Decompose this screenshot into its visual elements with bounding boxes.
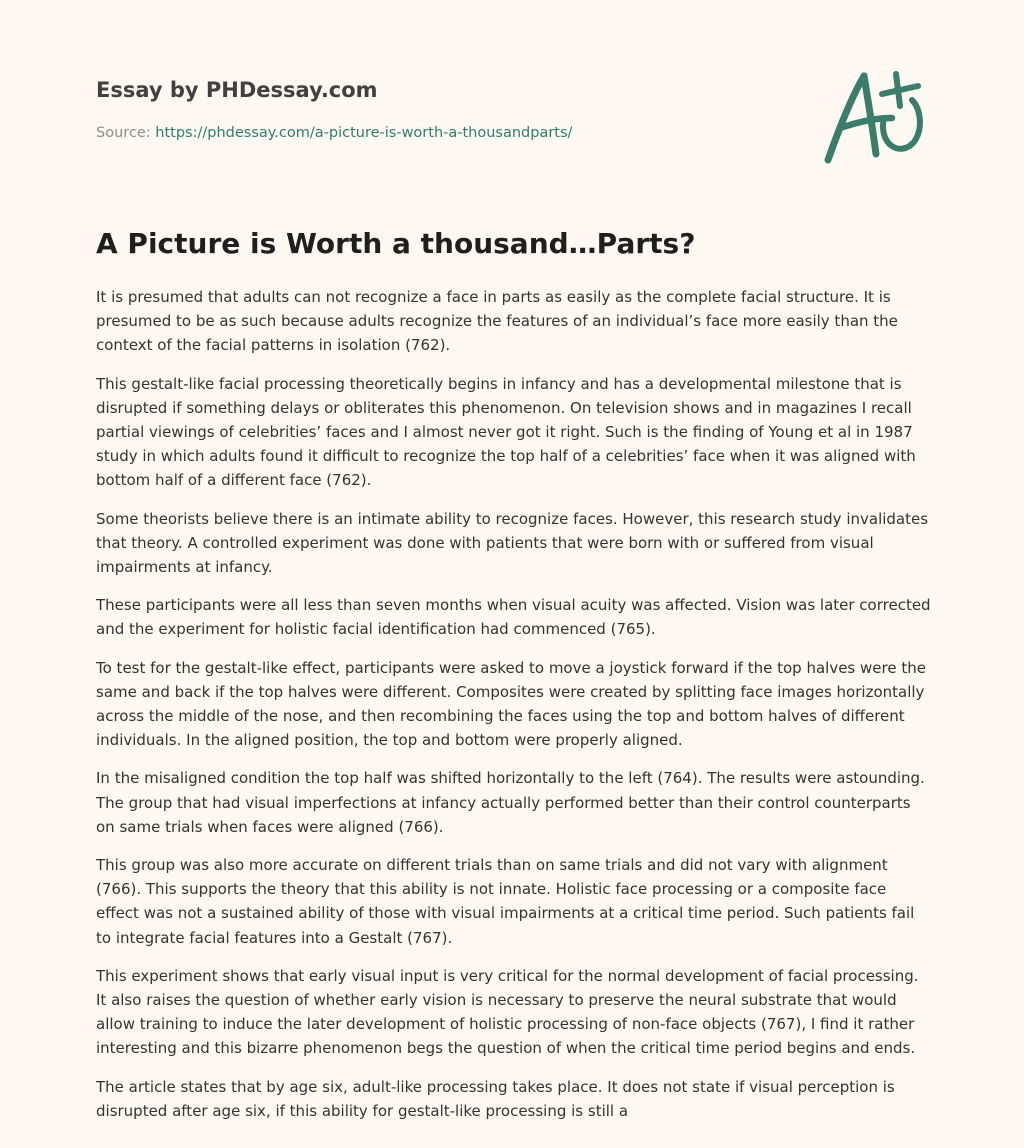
essay-paragraph: The article states that by age six, adult-like processing takes place. It does not state if visual perception is disrupted after age six, if this ability for gestalt-like processing is still a: [96, 1077, 895, 1120]
essay-paragraph: This experiment shows that early visual input is very critical for the normal development of facial processing. It also raises the question of whether early vision is necessary to preserve the neural substrate that would allow training to induce the later development of holistic processing of non-face objects (767), I find it rather interesting and this bizarre phenomenon begs the question of when the critical time period begins and ends.: [96, 966, 919, 1058]
a-plus-logo-icon: [818, 66, 930, 166]
essay-paragraph: These participants were all less than seven months when visual acuity was affected. Vision was later corrected and the experiment for holistic facial identification had commenced (765).: [96, 596, 931, 639]
essay-body: [96, 285, 932, 1137]
essay-paragraph: In the misaligned condition the top half was shifted horizontally to the left (764). The results were astounding. The group that had visual imperfections at infancy actually performed better than their control counterparts on same trials when faces were aligned (766).: [96, 769, 925, 836]
source-line: [96, 123, 572, 143]
essay-paragraph: It is presumed that adults can not recognize a face in parts as easily as the complete facial structure. It is presumed to be as such because adults recognize the features of an individual’s face more easily than the context of the facial patterns in isolation (762).: [96, 288, 898, 355]
essay-title: A Picture is Worth a thousand…Parts?: [96, 227, 696, 260]
essay-paragraph: This gestalt-like facial processing theoretically begins in infancy and has a developmental milestone that is disrupted if something delays or obliterates this phenomenon. On television shows and in magazines I recall partial viewings of celebrities’ faces and I almost never got it right. Such is the finding of Young et al in 1987 study in which adults found it difficult to recognize the top half of a celebrities’ face when it was aligned with bottom half of a different face (762).: [96, 374, 916, 490]
source-link[interactable]: https://phdessay.com/a-picture-is-worth-a-thousandparts/: [155, 125, 573, 141]
essay-paragraph: To test for the gestalt-like effect, participants were asked to move a joystick forward if the top halves were the same and back if the top halves were different. Composites were created by splitting face images horizontally across the middle of the nose, and then recombining the faces using the top and bottom halves of different individuals. In the aligned position, the top and bottom were properly aligned.: [96, 658, 926, 750]
site-brand: Essay by PHDessay.com: [96, 78, 378, 102]
source-label: Source:: [96, 125, 151, 141]
essay-paragraph: Some theorists believe there is an intimate ability to recognize faces. However, this research study invalidates that theory. A controlled experiment was done with patients that were born with or suffered from visual impairments at infancy.: [96, 509, 929, 577]
essay-paragraph: This group was also more accurate on different trials than on same trials and did not vary with alignment (766). This supports the theory that this ability is not innate. Holistic face processing or a composite face effect was not a sustained ability of those with visual impairments at a critical time period. Such patients fail to integrate facial features into a Gestalt (767).: [96, 856, 915, 947]
